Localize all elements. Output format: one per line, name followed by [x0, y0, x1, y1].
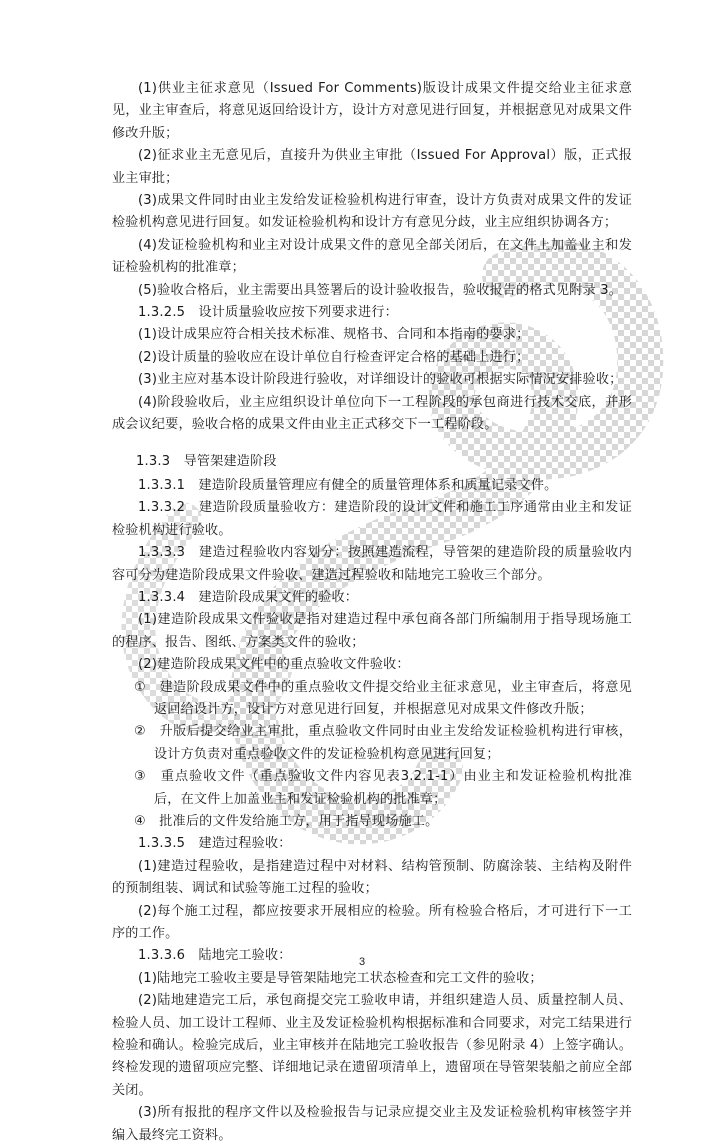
page-number: 3 — [358, 956, 366, 968]
paragraph: (1)建造阶段成果文件验收是指对建造过程中承包商各部门所编制用于指导现场施工的程序、报告、图纸、方案类文件的验收； — [112, 612, 632, 650]
clause-heading: 1.3.3.6 陆地完工验收： — [138, 948, 292, 964]
section-heading: 1.3.3 导管架建造阶段 — [136, 453, 277, 469]
document-body — [112, 78, 632, 1147]
clause-heading: 1.3.3.2 建造阶段质量验收方：建造阶段的设计文件和施工工序通常由业主和发证检验机构进行验收。 — [112, 500, 632, 538]
clause-heading: 1.3.3.4 建造阶段成果文件的验收： — [138, 589, 359, 605]
paragraph: (2)征求业主无意见后，直接升为供业主审批（Issued For Approval）版，正式报业主审批； — [112, 148, 632, 186]
paragraph: (5)验收合格后，业主需要出具签署后的设计验收报告，验收报告的格式见附录 3。 — [138, 282, 623, 298]
paragraph: (3)所有报批的程序文件以及检验报告与记录应提交业主及发证检验机构审核签字并编入最终完工资料。 — [112, 1105, 632, 1143]
numbered-item: ① 建造阶段成果文件中的重点验收文件提交给业主征求意见，业主审查后，将意见返回给设计方，设计方对意见进行回复，并根据意见对成果文件修改升版； — [134, 679, 632, 717]
paragraph: (1)设计成果应符合相关技术标准、规格书、合同和本指南的要求； — [138, 327, 530, 343]
paragraph: (2)陆地建造完工后，承包商提交完工验收申请，并组织建造人员、质量控制人员、检验人员、加工设计工程师、业主及发证检验机构根据标准和合同要求，对完工结果进行检验和确认。检验完成后，业主审核并在陆地完工验收报告（参见附录 4）上签字确认。终检发现的遗留项应完整、详细地记录在遗留项清单上，遗留项在导管架装船之前应全部关闭。 — [112, 993, 632, 1098]
paragraph: (4)发证检验机构和业主对设计成果文件的意见全部关闭后，在文件上加盖业主和发证检验机构的批准章； — [112, 237, 632, 276]
clause-heading: 1.3.2.5 设计质量验收应按下列要求进行： — [138, 305, 398, 321]
clause-heading: 1.3.3.3 建造过程验收内容划分：按照建造流程，导管架的建造阶段的质量验收内容可分为建造阶段成果文件验收、建造过程验收和陆地完工验收三个部分。 — [112, 545, 632, 583]
paragraph: (1)供业主征求意见（Issued For Comments)版设计成果文件提交给业主征求意见，业主审查后，将意见返回给设计方，设计方对意见进行回复，并根据意见对成果文件修改升版； — [112, 81, 632, 141]
paragraph: (3)成果文件同时由业主发给发证检验机构进行审查，设计方负责对成果文件的发证检验机构意见进行回复。如发证检验机构和设计方有意见分歧，业主应组织协调各方； — [112, 193, 632, 231]
numbered-item: ② 升版后提交给业主审批，重点验收文件同时由业主发给发证检验机构进行审核，设计方负责对重点验收文件的发证检验机构意见进行回复； — [134, 724, 632, 762]
paragraph: (1)建造过程验收，是指建造过程中对材料、结构管预制、防腐涂装、主结构及附件的预制组装、调试和试验等施工过程的验收； — [112, 858, 632, 897]
numbered-item: ④ 批准后的文件发给施工方，用于指导现场施工。 — [134, 814, 439, 829]
paragraph: (2)建造阶段成果文件中的重点验收文件验收： — [138, 657, 410, 673]
numbered-item: ③ 重点验收文件（重点验收文件内容见表3.2.1-1）由业主和发证检验机构批准后，在文件上加盖业主和发证检验机构的批准章； — [134, 769, 632, 807]
paragraph: (2)每个施工过程，都应按要求开展相应的检验。所有检验合格后，才可进行下一工序的工作。 — [112, 903, 632, 942]
paragraph: (3)业主应对基本设计阶段进行验收，对详细设计的验收可根据实际情况安排验收； — [138, 372, 623, 388]
paragraph: (4)阶段验收后，业主应组织设计单位向下一工程阶段的承包商进行技术交底，并形成会议纪要，验收合格的成果文件由业主正式移交下一工程阶段。 — [112, 394, 632, 433]
clause-heading: 1.3.3.1 建造阶段质量管理应有健全的质量管理体系和质量记录文件。 — [138, 477, 558, 493]
paragraph: (1)陆地完工验收主要是导管架陆地完工状态检查和完工文件的验收； — [138, 970, 543, 986]
paragraph: (2)设计质量的验收应在设计单位自行检查评定合格的基础上进行； — [138, 349, 530, 365]
clause-heading: 1.3.3.5 建造过程验收： — [138, 836, 292, 852]
